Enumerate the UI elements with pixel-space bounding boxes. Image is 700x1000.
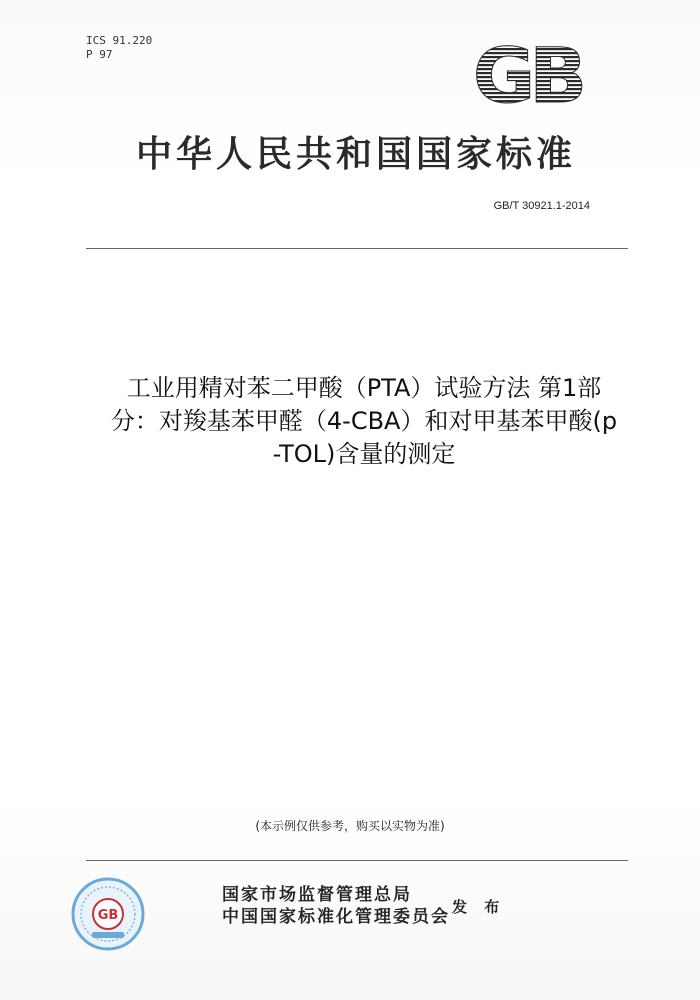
document-title-line: -TOL)含量的测定 xyxy=(272,440,456,468)
classification-codes xyxy=(86,34,152,62)
ics-code: ICS 91.220 xyxy=(86,34,153,47)
issuer-name: 国家市场监督管理总局 xyxy=(222,885,412,905)
issuing-authorities xyxy=(222,884,450,928)
standard-type-heading: 中华人民共和国国家标准 xyxy=(135,133,576,175)
document-title-line: 分：对羧基苯甲醛（4-CBA）和对甲基苯甲酸(p xyxy=(110,407,618,435)
gb-logo-text: GB xyxy=(472,36,582,114)
seal-text: GB xyxy=(97,908,119,923)
footer-divider xyxy=(86,860,628,861)
document-title-line: 工业用精对苯二甲酸（PTA）试验方法 第1部 xyxy=(126,374,602,402)
publish-label: 发 布 xyxy=(452,898,506,916)
header-divider xyxy=(86,248,628,249)
ccs-code: P 97 xyxy=(86,48,113,61)
gb-logo-icon xyxy=(461,36,593,114)
issuer-name: 中国国家标准化管理委员会 xyxy=(222,907,450,927)
standards-seal-icon xyxy=(70,876,146,952)
document-title xyxy=(44,372,684,471)
standard-number: GB/T 30921.1-2014 xyxy=(493,200,590,212)
sample-disclaimer: (本示例仅供参考，购买以实物为准) xyxy=(255,819,445,833)
